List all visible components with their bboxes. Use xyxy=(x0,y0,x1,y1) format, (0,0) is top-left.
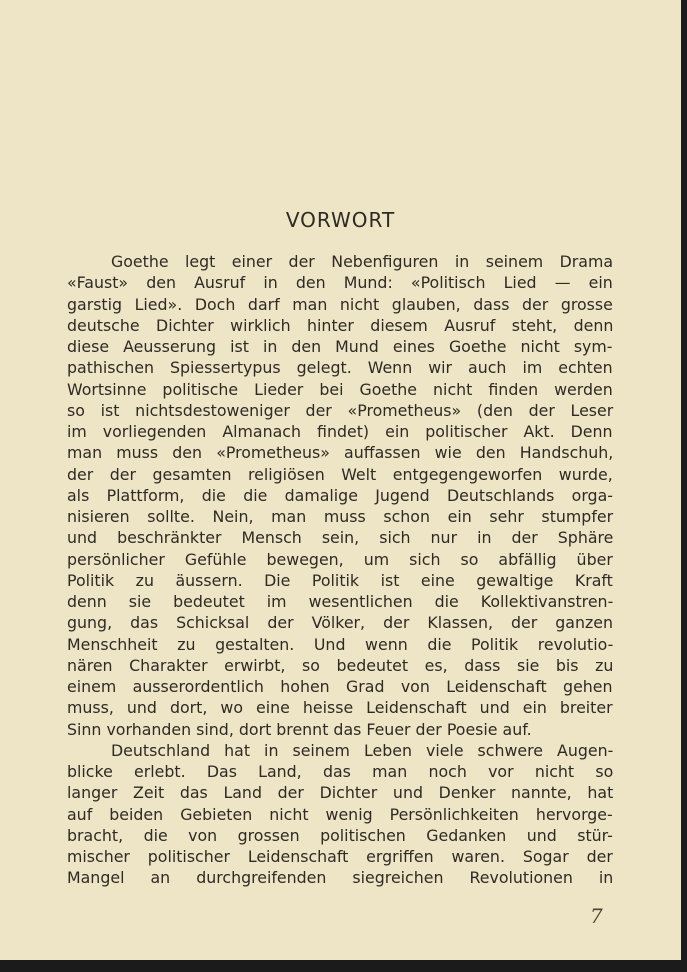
text-line: langer Zeit das Land der Dichter und Denker nannte, hat xyxy=(67,783,614,803)
text-line: als Plattform, die die damalige Jugend Deutschlands orga- xyxy=(67,485,613,505)
text-line: diese Aeusserung ist in den Mund eines Goethe nicht sym- xyxy=(67,337,613,356)
text-line: man muss den «Prometheus» auffassen wie den Handschuh, xyxy=(67,443,614,463)
text-line: Deutschland hat in seinem Leben viele schwere Augen- xyxy=(111,740,614,760)
page-heading: VORWORT xyxy=(285,208,396,232)
text-line: nären Charakter erwirbt, so bedeutet es, dass sie bis zu xyxy=(67,655,614,675)
text-line: Goethe legt einer der Nebenfiguren in seinem Drama xyxy=(111,252,614,271)
text-line: so ist nichtsdestoweniger der «Prometheus» (den der Leser xyxy=(67,400,614,420)
text-line: auf beiden Gebieten nicht wenig Persönlichkeiten hervorge- xyxy=(67,804,613,824)
text-line: einem ausserordentlich hohen Grad von Leidenschaft gehen xyxy=(67,677,613,696)
text-line: denn sie bedeutet im wesentlichen die Kollektivanstren- xyxy=(67,592,614,611)
text-line: Menschheit zu gestalten. Und wenn die Politik revolutio- xyxy=(67,634,614,654)
text-line: im vorliegenden Almanach findet) ein politischer Akt. Denn xyxy=(67,422,613,441)
text-line: Mangel an durchgreifenden siegreichen Revolutionen in xyxy=(67,868,614,888)
text-line: Politik zu äussern. Die Politik ist eine gewaltige Kraft xyxy=(67,570,613,590)
text-line: blicke erlebt. Das Land, das man noch vor nicht so xyxy=(67,762,614,781)
text-line: garstig Lied». Doch darf man nicht glauben, dass der grosse xyxy=(67,294,613,314)
text-line: persönlicher Gefühle bewegen, um sich so abfällig über xyxy=(67,549,613,569)
text-line: muss, und dort, wo eine heisse Leidenschaft und ein breiter xyxy=(67,698,613,718)
text-line: deutsche Dichter wirklich hinter diesem Ausruf steht, denn xyxy=(67,315,614,335)
page-number: 7 xyxy=(590,904,603,928)
text-line: mischer politischer Leidenschaft ergriffen waren. Sogar der xyxy=(67,847,613,866)
text-line: pathischen Spiessertypus gelegt. Wenn wir auch im echten xyxy=(67,358,613,378)
text-line: nisieren sollte. Nein, man muss schon ein sehr stumpfer xyxy=(67,507,614,526)
text-line: Sinn vorhanden sind, dort brennt das Feuer der Poesie auf. xyxy=(67,719,532,739)
text-line: gung, das Schicksal der Völker, der Klassen, der ganzen xyxy=(67,613,614,633)
text-line: «Faust» den Ausruf in den Mund: «Politisch Lied — ein xyxy=(67,273,613,293)
text-line: und beschränkter Mensch sein, sich nur in der Sphäre xyxy=(67,528,614,548)
text-line: Wortsinne politische Lieder bei Goethe nicht finden werden xyxy=(67,379,613,399)
text-line: der der gesamten religiösen Welt entgegengeworfen wurde, xyxy=(67,464,613,484)
text-line: bracht, die von grossen politischen Gedanken und stür- xyxy=(67,825,613,845)
